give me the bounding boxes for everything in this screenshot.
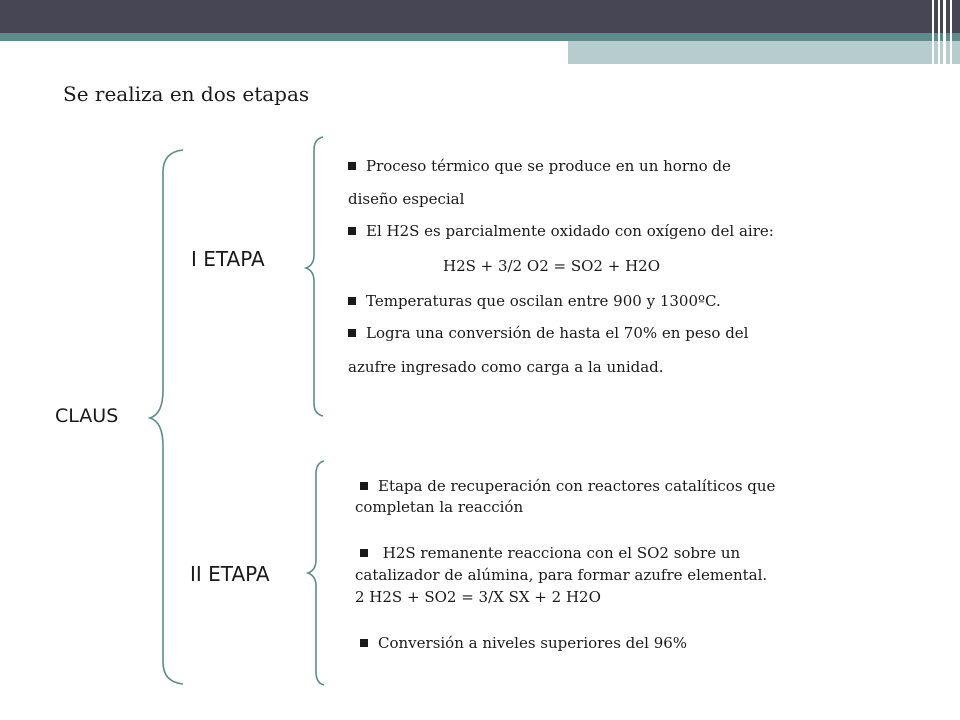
bullet-icon <box>348 329 356 337</box>
bullet-icon <box>360 549 368 557</box>
root-label-claus: CLAUS <box>55 405 119 427</box>
list-item: Logra una conversión de hasta el 70% en peso del <box>348 324 748 342</box>
bullet-icon <box>360 639 368 647</box>
stage-2-bracket <box>308 461 324 685</box>
big-bracket <box>150 150 183 684</box>
stage-1-bracket <box>306 137 323 416</box>
slide-subtitle: Se realiza en dos etapas <box>63 82 310 106</box>
list-item: Etapa de recuperación con reactores catalíticos que <box>360 477 775 495</box>
bullet-icon <box>348 297 356 305</box>
list-item: H2S remanente reacciona con el SO2 sobre un <box>360 544 740 562</box>
list-item-continuation: completan la reacción <box>355 498 524 516</box>
stage-1-label: I ETAPA <box>191 247 265 271</box>
bullet-icon <box>360 482 368 490</box>
equation: 2 H2S + SO2 = 3/X SX + 2 H2O <box>355 588 601 606</box>
list-item-continuation: catalizador de alúmina, para formar azufre elemental. <box>355 566 768 584</box>
bullet-icon <box>348 227 356 235</box>
list-item: Temperaturas que oscilan entre 900 y 1300ºC. <box>348 292 721 310</box>
list-item-continuation: azufre ingresado como carga a la unidad. <box>348 358 664 376</box>
list-item: El H2S es parcialmente oxidado con oxígeno del aire: <box>348 222 774 240</box>
list-item: Conversión a niveles superiores del 96% <box>360 634 687 652</box>
equation: H2S + 3/2 O2 = SO2 + H2O <box>443 257 661 275</box>
bullet-icon <box>348 162 356 170</box>
list-item: Proceso térmico que se produce en un horno de <box>348 157 731 175</box>
stage-2-label: II ETAPA <box>190 562 270 586</box>
list-item-continuation: diseño especial <box>348 190 465 208</box>
